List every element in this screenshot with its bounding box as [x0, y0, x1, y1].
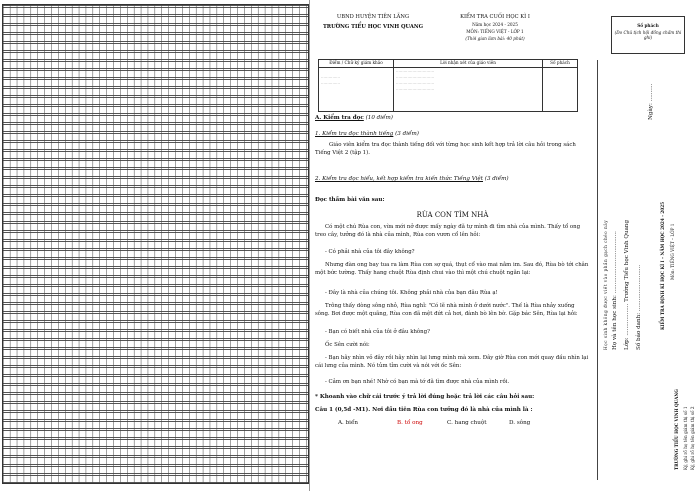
subject: MÔN: TIẾNG VIỆT - LỚP 1: [466, 29, 524, 34]
side-supervisor-2: Ký, ghi rõ họ tên giám thị số 2: [690, 406, 695, 470]
date-line[interactable]: Ngày: ..........: [648, 83, 654, 120]
code-box: [611, 16, 685, 54]
part1-heading: 1. Kiểm tra đọc thành tiếng (3 điểm): [315, 131, 419, 137]
story-title: RÙA CON TÌM NHÀ: [416, 211, 489, 219]
story-p6: - Bạn có biết nhà của tôi ở đâu không?: [325, 329, 430, 335]
class-line[interactable]: Lớp: .................. Trường Tiểu học Vinh Quang: [624, 219, 630, 350]
code-header: Số phách: [543, 60, 578, 68]
instruction: * Khoanh vào chữ cái trước ý trả lời đúng hoặc trả lời các câu hỏi sau:: [315, 394, 535, 400]
story-p8: - Bạn hãy nhìn vỏ đây rồi hãy nhìn lại lưng mình mà xem. Đây giờ Rùa con mới quay đầu nhìn lại cái lưng của mình. Nó tủm tỉm cười và nói với ốc Sên:: [315, 355, 589, 369]
section-a: A. Kiểm tra đọc (10 điểm): [315, 115, 393, 121]
code-box-note: (Do Chủ tịch hội đồng chấm thi ghi): [614, 30, 682, 40]
story-p2: - Có phải nhà của tôi đây không?: [325, 249, 415, 255]
story-p4: - Đây là nhà của chúng tôi. Không phải nhà của bạn đâu Rùa ạ!: [325, 290, 498, 296]
score-table: [318, 59, 578, 112]
comment-header: Lời nhận xét của giáo viên: [394, 60, 543, 68]
part1-text: Giáo viên kiểm tra đọc thành tiếng đối với từng học sinh kết hợp trả lời câu hỏi trong sách Tiếng Việt 2 (tập 1).: [315, 142, 576, 156]
q1-option-a[interactable]: A. biển: [338, 420, 359, 426]
story-p7: Ốc Sên cười nói:: [325, 342, 370, 348]
school-district: UBND HUYỆN TIÊN LÃNG: [336, 14, 410, 20]
exam-title: KIỂM TRA CUỐI HỌC KÌ I: [460, 14, 530, 20]
side-school: TRƯỜNG TIỂU HỌC VINH QUANG: [674, 389, 679, 470]
question-1: Câu 1 (0,5đ -M1). Nơi đầu tiên Rùa con tưởng đó là nhà của mình là :: [315, 407, 533, 413]
school-year: Năm học 2024 - 2025: [472, 22, 518, 27]
answer-grid: [2, 4, 309, 484]
exam-strip-title: KIỂM TRA ĐỊNH KÌ HỌC KÌ I – NĂM HỌC 2024 - 2025: [660, 201, 665, 330]
part2-heading: 2. Kiểm tra đọc hiểu, kết hợp kiểm tra kiến thức Tiếng Việt (3 điểm): [315, 176, 509, 182]
side-supervisor-1: Ký, ghi rõ họ tên giám thị số 1: [683, 406, 688, 470]
score-cell[interactable]: ............... ...............: [319, 68, 394, 112]
time-limit: (Thời gian làm bài: 40 phút): [465, 36, 525, 41]
q1-option-b[interactable]: B. tổ ong: [397, 420, 423, 426]
school-name: TRƯỜNG TIỂU HỌC VINH QUANG: [322, 24, 424, 30]
story-p5: Trông thấy dòng sông nhỏ, Rùa nghĩ: "Có lẽ nhà mình ở dưới nước". Thế là Rùa nhảy xuống sông. Bơi được một quãng, Rùa con đã mệt đứt cả hơi, đành bò lên bờ. Gặp bác Sên, Rùa lại hỏi:: [315, 303, 578, 317]
cut-line: [597, 60, 598, 480]
q1-option-d[interactable]: D. sông: [509, 420, 531, 426]
score-header: Điểm / Chữ ký giám khảo: [319, 60, 394, 68]
q1-option-c[interactable]: C. hang chuột: [447, 420, 487, 426]
student-name-line[interactable]: Họ và tên học sinh: ...................................: [612, 231, 618, 350]
story-p9: - Cảm ơn bạn nhé! Nhờ có bạn mà tớ đã tìm được nhà của mình rồi.: [325, 379, 510, 385]
code-box-title: Số phách: [637, 23, 659, 28]
story-p1: Có một chú Rùa con, vừa mới nở được mấy ngày đã tự mình đi tìm nhà của mình. Thấy tổ ong treo cây, tưởng đó là nhà của mình, Rùa con vươn cổ lên hỏi:: [315, 224, 581, 238]
read-prompt: Đọc thầm bài văn sau:: [315, 197, 385, 203]
exam-strip-subject: Môn: TIẾNG VIỆT – LỚP 1: [670, 223, 675, 280]
cut-notice: Học sinh không được viết vào phần gạch chéo này: [603, 219, 608, 350]
code-cell: [543, 68, 578, 112]
candidate-number-line[interactable]: Số báo danh: ..........................: [636, 264, 642, 350]
comment-cell[interactable]: .............................. .............................. .............................. ..............................: [394, 68, 543, 112]
fold-line: [309, 0, 310, 491]
story-p3: Nhưng đàn ong bay tua ra làm Rùa con sợ quá, thụt cổ vào mai nằm im. Sau đó, Rùa bò tới chân một bức tường. Thấy hang chuột Rùa định chui vào thì một chú chuột ngăn lại:: [315, 262, 589, 276]
